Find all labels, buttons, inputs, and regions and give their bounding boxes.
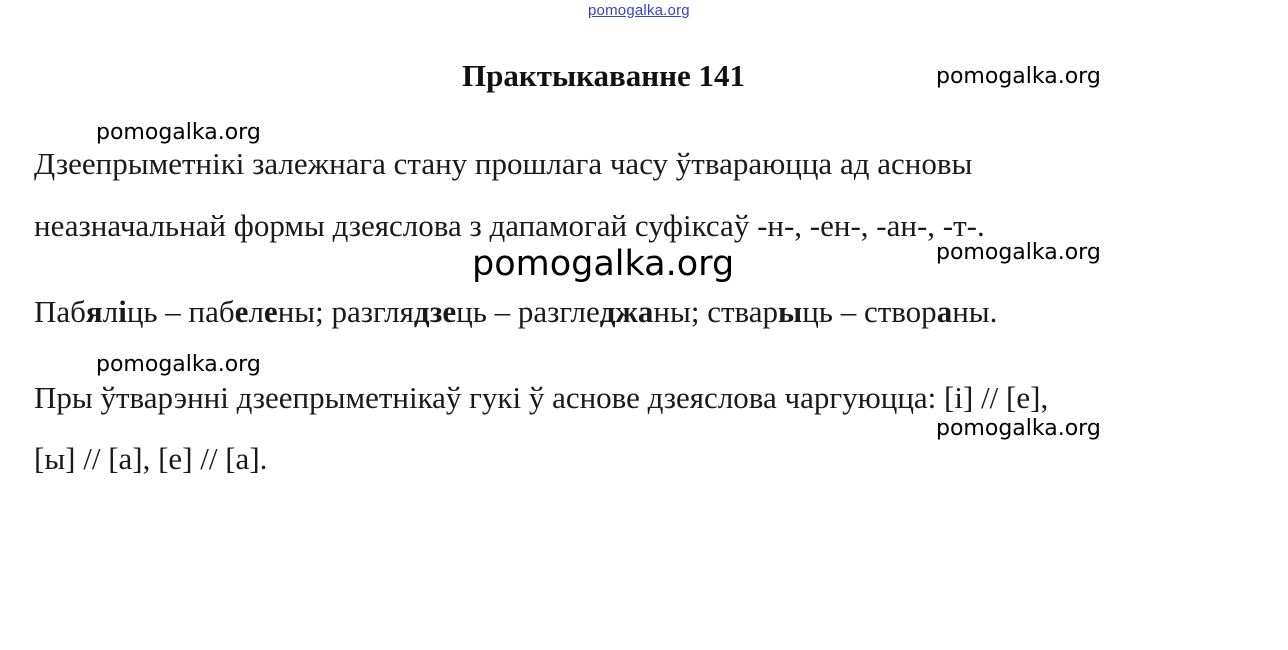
watermark: pomogalka.org xyxy=(96,120,261,145)
site-link[interactable]: pomogalka.org xyxy=(588,2,690,19)
paragraph-3-line-1: Пры ўтварэнні дзеепрыметнікаў гукі ў аснове дзеяслова чаргуюцца: [і] // [е], xyxy=(34,380,1049,415)
watermark-center: pomogalka.org xyxy=(472,244,735,284)
watermark: pomogalka.org xyxy=(936,240,1101,265)
paragraph-2: Пабяліць – пабелены; разглядзець – разгледжаны; стварыць – створаны. xyxy=(34,294,998,329)
paragraph-1-line-2: неазначальнай формы дзеяслова з дапамогай суфіксаў -н-, -ен-, -ан-, -т-. xyxy=(34,208,985,243)
watermark: pomogalka.org xyxy=(96,352,261,377)
watermark: pomogalka.org xyxy=(936,416,1101,441)
page-title: Практыкаванне 141 xyxy=(462,58,746,93)
paragraph-1-line-1: Дзеепрыметнікі залежнага стану прошлага часу ўтвараюцца ад асновы xyxy=(34,146,973,181)
paragraph-3-line-2: [ы] // [а], [е] // [а]. xyxy=(34,441,268,476)
watermark: pomogalka.org xyxy=(936,64,1101,89)
